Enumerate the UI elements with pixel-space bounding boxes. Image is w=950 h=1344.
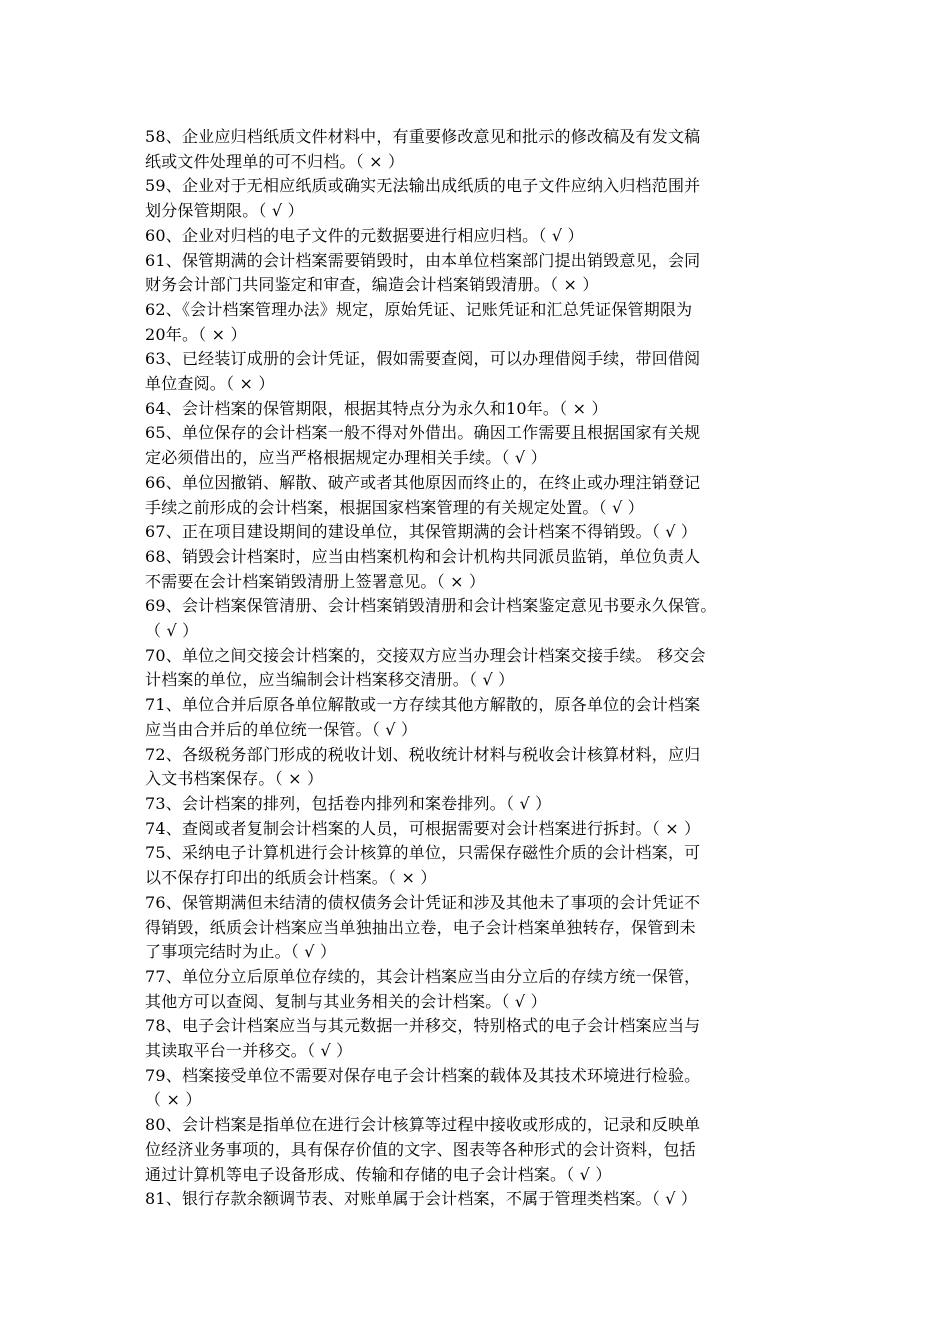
question-line: 60、企业对归档的电子文件的元数据要进行相应归档。（ √ ）	[145, 225, 584, 245]
question-line: 80、会计档案是指单位在进行会计核算等过程中接收或形成的，记录和反映单	[145, 1115, 701, 1135]
question-item-77	[145, 965, 825, 1014]
question-item-79	[145, 1064, 825, 1113]
question-line: 58、企业应归档纸质文件材料中，有重要修改意见和批示的修改稿及有发文稿	[145, 127, 701, 146]
question-line: 了事项完结时为止。（ √ ）	[145, 942, 337, 962]
question-line: 20年。（ × ）	[145, 324, 247, 344]
question-line: 66、单位因撤销、解散、破产或者其他原因而终止的，在终止或办理注销登记	[145, 472, 701, 492]
question-line: （ × ）	[145, 1090, 202, 1110]
question-line: 75、采纳电子计算机进行会计核算的单位，只需保存磁性介质的会计档案，可	[145, 843, 701, 863]
question-line: 入文书档案保存。（ × ）	[145, 769, 324, 789]
question-item-58	[145, 125, 825, 174]
question-line: 通过计算机等电子设备形成、传输和存储的电子会计档案。（ √ ）	[145, 1164, 612, 1184]
question-line: 纸或文件处理单的可不归档。（ × ）	[145, 151, 405, 171]
question-line: 73、会计档案的排列，包括卷内排列和案卷排列。（ √ ）	[145, 793, 552, 813]
question-line: 划分保管期限。（ √ ）	[145, 201, 304, 221]
question-line: 其他方可以查阅、复制与其业务相关的会计档案。（ √ ）	[145, 991, 547, 1011]
question-line: 手续之前形成的会计档案，根据国家档案管理的有关规定处置。（ √ ）	[145, 497, 644, 517]
question-line: 78、电子会计档案应当与其元数据一并移交，特别格式的电子会计档案应当与	[145, 1016, 701, 1036]
question-line: 76、保管期满但未结清的债权债务会计凭证和涉及其他未了事项的会计凭证不	[145, 892, 701, 912]
question-item-80	[145, 1113, 825, 1187]
question-line: 定必须借出的，应当严格根据规定办理相关手续。（ √ ）	[145, 448, 547, 468]
question-item-63	[145, 347, 825, 396]
question-line: 63、已经装订成册的会计凭证，假如需要查阅，可以办理借阅手续，带回借阅	[145, 349, 701, 369]
question-line: 81、银行存款余额调节表、对账单属于会计档案，不属于管理类档案。（ √ ）	[145, 1189, 698, 1209]
question-line: 单位查阅。（ × ）	[145, 374, 275, 394]
question-line: 74、查阅或者复制会计档案的人员，可根据需要对会计档案进行拆封。（ × ）	[145, 818, 701, 838]
question-item-68	[145, 545, 825, 594]
question-line: 61、保管期满的会计档案需要销毁时，由本单位档案部门提出销毁意见，会同	[145, 250, 701, 270]
question-item-70	[145, 644, 825, 693]
question-line: 62、《会计档案管理办法》规定，原始凭证、记账凭证和汇总凭证保管期限为	[145, 299, 693, 319]
question-line: 67、正在项目建设期间的建设单位，其保管期满的会计档案不得销毁。（ √ ）	[145, 522, 698, 542]
question-item-62	[145, 298, 825, 347]
question-line: 位经济业务事项的，具有保存价值的文字、图表等各种形式的会计资料，包括	[145, 1139, 696, 1159]
question-line: 财务会计部门共同鉴定和审查，编造会计档案销毁清册。（ × ）	[145, 275, 599, 295]
question-item-74	[145, 817, 825, 842]
question-line: 70、单位之间交接会计档案的，交接双方应当办理会计档案交接手续。 移交会	[145, 645, 706, 665]
question-item-66	[145, 471, 825, 520]
question-item-78	[145, 1014, 825, 1063]
question-line: 不需要在会计档案销毁清册上签署意见。（ × ）	[145, 571, 486, 591]
question-item-69	[145, 594, 825, 643]
question-line: 79、档案接受单位不需要对保存电子会计档案的载体及其技术环境进行检验。	[145, 1065, 701, 1085]
question-line: 64、会计档案的保管期限，根据其特点分为永久和10年。（ × ）	[145, 398, 608, 418]
question-line: 71、单位合并后原各单位解散或一方存续其他方解散的，原各单位的会计档案	[145, 695, 701, 715]
question-item-72	[145, 743, 825, 792]
question-item-61	[145, 249, 825, 298]
question-item-67	[145, 520, 825, 545]
question-item-81	[145, 1187, 825, 1212]
document-page	[145, 125, 825, 1212]
question-item-65	[145, 421, 825, 470]
question-line: 以不保存打印出的纸质会计档案。（ × ）	[145, 868, 437, 888]
question-line: 计档案的单位，应当编制会计档案移交清册。（ √ ）	[145, 670, 515, 690]
question-line: 其读取平台一并移交。（ √ ）	[145, 1041, 353, 1061]
question-line: 69、会计档案保管清册、会计档案销毁清册和会计档案鉴定意见书要永久保管。	[145, 596, 717, 616]
question-line: 68、销毁会计档案时，应当由档案机构和会计机构共同派员监销，单位负责人	[145, 546, 701, 566]
question-item-59	[145, 174, 825, 223]
question-line: 应当由合并后的单位统一保管。（ √ ）	[145, 719, 418, 739]
question-item-64	[145, 397, 825, 422]
question-line: 65、单位保存的会计档案一般不得对外借出。确因工作需要且根据国家有关规	[145, 423, 701, 443]
question-line: 72、各级税务部门形成的税收计划、税收统计材料与税收会计核算材料，应归	[145, 744, 701, 764]
question-line: （ √ ）	[145, 621, 199, 641]
question-line: 得销毁，纸质会计档案应当单独抽出立卷，电子会计档案单独转存，保管到未	[145, 917, 696, 937]
question-item-76	[145, 891, 825, 965]
question-item-71	[145, 693, 825, 742]
question-line: 59、企业对于无相应纸质或确实无法输出成纸质的电子文件应纳入归档范围并	[145, 176, 701, 196]
question-line: 77、单位分立后原单位存续的，其会计档案应当由分立后的存续方统一保管，	[145, 966, 701, 986]
question-item-75	[145, 841, 825, 890]
question-item-73	[145, 792, 825, 817]
question-item-60	[145, 224, 825, 249]
